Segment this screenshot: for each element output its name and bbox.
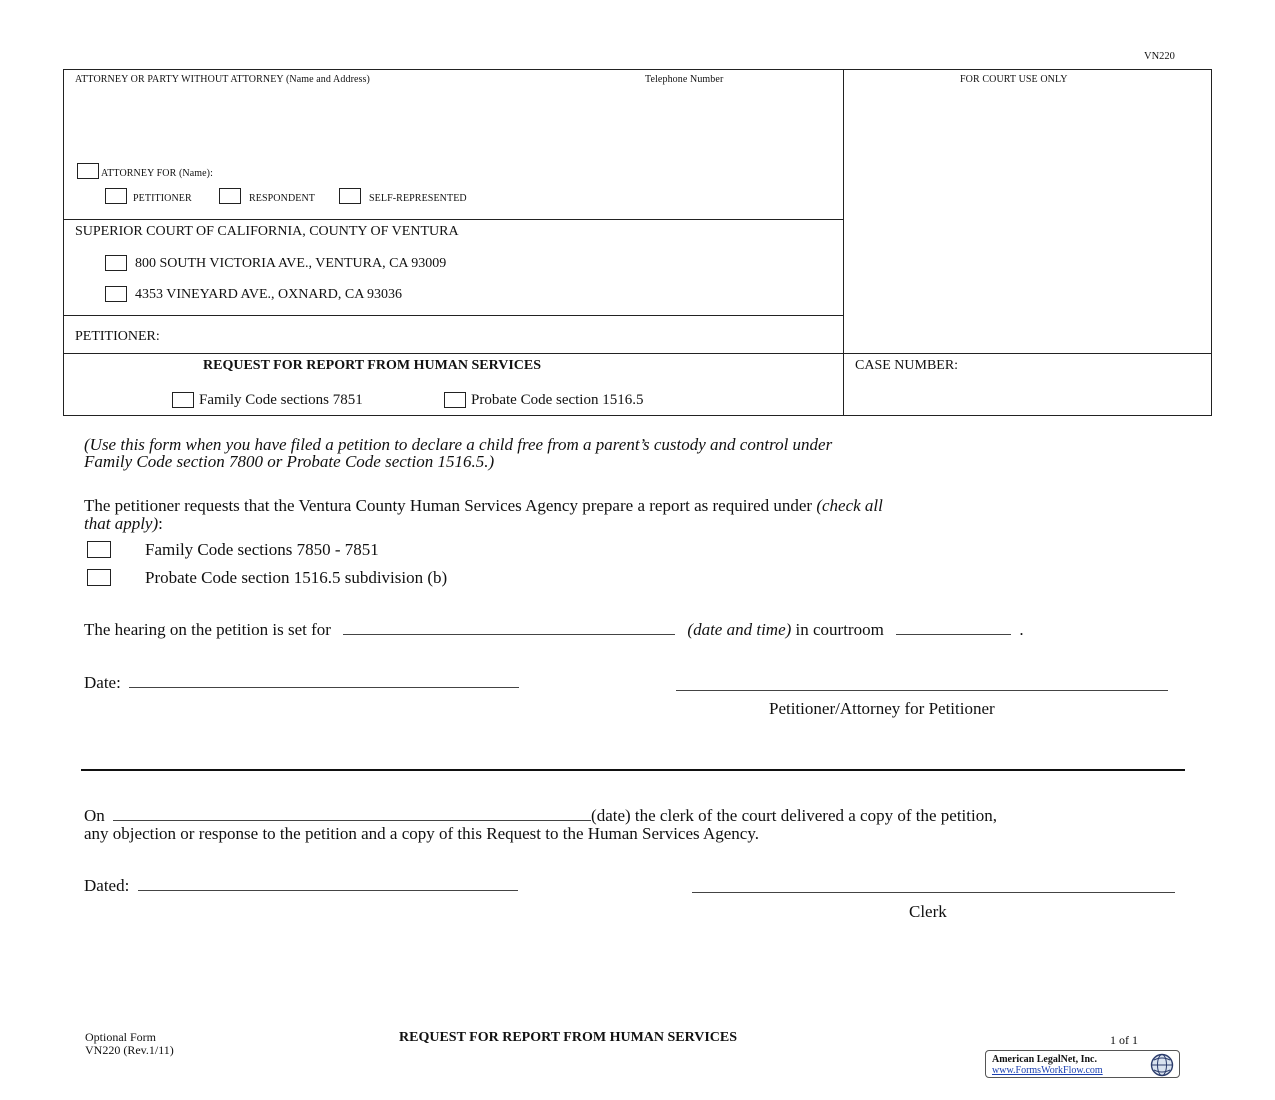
- petitioner-checkbox[interactable]: [105, 188, 127, 204]
- petitioner-option-label: PETITIONER: [133, 193, 192, 204]
- hearing-date-time-label: (date and time): [687, 620, 792, 639]
- telephone-label: Telephone Number: [645, 74, 724, 85]
- request-text-line-1: [84, 496, 883, 516]
- dated-label: Dated:: [84, 876, 130, 895]
- respondent-checkbox[interactable]: [219, 188, 241, 204]
- header-bottom-border: [63, 415, 1212, 416]
- hearing-courtroom-label: in courtroom: [795, 620, 884, 639]
- request-text: The petitioner requests that the Ventura County Human Services Agency prepare a report as required under: [84, 496, 813, 515]
- header-column-divider: [843, 69, 844, 416]
- optional-form-label: Optional Form: [85, 1030, 156, 1044]
- form-code: VN220: [1144, 51, 1175, 62]
- oxnard-address-checkbox[interactable]: [105, 286, 127, 302]
- header-right-border: [1211, 69, 1212, 416]
- date-line: [84, 673, 519, 693]
- self-represented-checkbox[interactable]: [339, 188, 361, 204]
- on-text-line-2: any objection or response to the petition and a copy of this Request to the Human Services Agency.: [84, 824, 759, 843]
- on-label: On: [84, 806, 105, 825]
- case-number-label: CASE NUMBER:: [855, 358, 959, 373]
- court-name: SUPERIOR COURT OF CALIFORNIA, COUNTY OF VENTURA: [75, 224, 459, 239]
- section-divider: [81, 769, 1185, 771]
- american-legalnet-logo[interactable]: [985, 1050, 1180, 1078]
- petitioner-signature-caption: Petitioner/Attorney for Petitioner: [769, 699, 995, 718]
- probate-code-report-checkbox[interactable]: [87, 569, 111, 586]
- date-label: Date:: [84, 673, 121, 692]
- family-code-report-label: Family Code sections 7850 - 7851: [145, 540, 379, 559]
- hearing-text: The hearing on the petition is set for: [84, 620, 331, 639]
- request-colon: :: [158, 514, 163, 533]
- clerk-signature-line[interactable]: [692, 892, 1175, 893]
- title-section-divider: [63, 353, 1212, 354]
- courtroom-field[interactable]: [896, 620, 1011, 635]
- form-revision: VN220 (Rev.1/11): [85, 1043, 174, 1057]
- hearing-period: .: [1019, 620, 1024, 639]
- globe-icon: [1146, 1053, 1178, 1077]
- family-code-report-checkbox[interactable]: [87, 541, 111, 558]
- dated-line: [84, 876, 518, 896]
- petitioner-label: PETITIONER:: [75, 329, 160, 344]
- footer-title: REQUEST FOR REPORT FROM HUMAN SERVICES: [399, 1030, 738, 1045]
- hearing-date-field[interactable]: [343, 620, 675, 635]
- petitioner-signature-line[interactable]: [676, 690, 1168, 691]
- logo-company: American LegalNet, Inc.: [992, 1054, 1097, 1065]
- attorney-label: ATTORNEY OR PARTY WITHOUT ATTORNEY (Name and Address): [75, 74, 370, 85]
- check-all-text: (check all: [816, 496, 883, 515]
- probate-code-report-label: Probate Code section 1516.5 subdivision (b): [145, 568, 448, 587]
- on-line: [84, 806, 997, 826]
- court-section-divider: [63, 315, 844, 316]
- form-title: REQUEST FOR REPORT FROM HUMAN SERVICES: [203, 358, 542, 373]
- on-text: (date) the clerk of the court delivered a copy of the petition,: [591, 806, 997, 825]
- family-code-option-label: Family Code sections 7851: [199, 392, 363, 408]
- ventura-address: 800 SOUTH VICTORIA AVE., VENTURA, CA 93009: [135, 256, 447, 271]
- check-all-text-continued: that apply): [84, 514, 159, 533]
- clerk-caption: Clerk: [909, 902, 947, 921]
- attorney-for-label: ATTORNEY FOR (Name):: [101, 168, 213, 179]
- hearing-line: [84, 620, 1024, 640]
- date-field[interactable]: [129, 673, 519, 688]
- instructions-line-2: Family Code section 7800 or Probate Code section 1516.5.): [84, 452, 495, 471]
- logo-url[interactable]: www.FormsWorkFlow.com: [992, 1065, 1103, 1076]
- dated-field[interactable]: [138, 876, 518, 891]
- court-use-label: FOR COURT USE ONLY: [960, 74, 1068, 85]
- oxnard-address: 4353 VINEYARD AVE., OXNARD, CA 93036: [135, 287, 403, 302]
- page-number: 1 of 1: [1110, 1033, 1138, 1047]
- probate-code-option-label: Probate Code section 1516.5: [471, 392, 644, 408]
- ventura-address-checkbox[interactable]: [105, 255, 127, 271]
- attorney-section-divider: [63, 219, 844, 220]
- family-code-checkbox[interactable]: [172, 392, 194, 408]
- header-top-border: [63, 69, 1212, 70]
- request-text-line-2: [84, 514, 163, 534]
- attorney-for-checkbox[interactable]: [77, 163, 99, 179]
- respondent-option-label: RESPONDENT: [249, 193, 316, 204]
- instructions-line-1: (Use this form when you have filed a petition to declare a child free from a parent’s custody and control under: [84, 435, 833, 454]
- delivery-date-field[interactable]: [113, 806, 591, 821]
- probate-code-checkbox[interactable]: [444, 392, 466, 408]
- self-represented-option-label: SELF-REPRESENTED: [369, 193, 467, 204]
- header-left-border: [63, 69, 64, 416]
